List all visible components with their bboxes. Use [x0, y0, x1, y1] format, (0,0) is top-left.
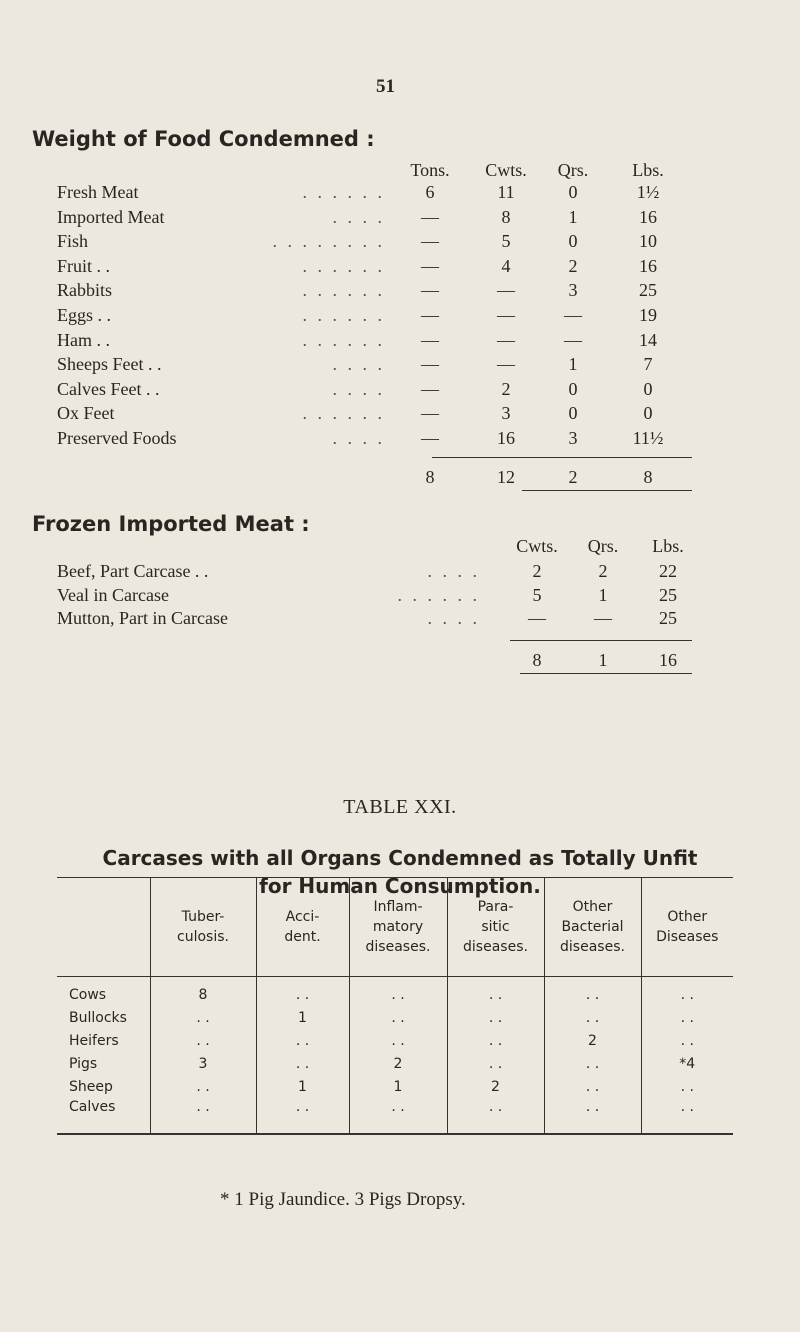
value-lbs: 22	[659, 561, 677, 581]
table-cell: . .	[641, 1006, 733, 1029]
weight-heading: Weight of Food Condemned :	[32, 127, 375, 151]
column-header: Qrs.	[557, 160, 589, 180]
table-cell: . .	[544, 1075, 641, 1098]
value-lbs: 0	[643, 378, 653, 399]
column-header: Lbs.	[632, 160, 664, 180]
table-cell: 2	[447, 1075, 544, 1098]
table-cell: . .	[641, 977, 733, 1007]
value-cwts: 5	[501, 231, 511, 252]
weight-total-rule-bottom	[522, 490, 692, 491]
value-lbs: 11½	[632, 428, 664, 448]
frozen-total-rule-bottom	[520, 673, 692, 674]
value-cwts: —	[497, 354, 515, 375]
value-qrs: —	[564, 305, 582, 325]
total-cwts: 12	[497, 467, 515, 487]
value-lbs: 19	[639, 305, 657, 325]
item-leader: . . . .	[332, 378, 385, 399]
value-qrs: 0	[568, 182, 578, 202]
table-row	[57, 1098, 733, 1134]
table-cell: 8	[150, 977, 256, 1007]
carcases-table	[57, 877, 733, 1135]
frozen-heading: Frozen Imported Meat :	[32, 512, 310, 536]
table-cell: . .	[447, 977, 544, 1007]
table-cell: . .	[544, 1052, 641, 1075]
value-tons: —	[421, 428, 439, 448]
value-tons: —	[421, 354, 439, 375]
weight-total-rule-top	[432, 457, 692, 458]
table-subtitle-line-2: for Human Consumption.	[259, 874, 541, 898]
table-cell: . .	[349, 1006, 447, 1029]
table-cell: . .	[641, 1029, 733, 1052]
list-item	[0, 608, 800, 632]
value-cwts: 2	[532, 561, 542, 581]
value-tons: —	[421, 231, 439, 252]
item-label: Fresh Meat	[57, 182, 139, 202]
item-leader: . . . .	[332, 206, 385, 227]
value-lbs: 25	[659, 584, 677, 605]
value-qrs: 3	[568, 428, 578, 448]
table-cell: . .	[349, 1029, 447, 1052]
column-header: Cwts.	[485, 160, 527, 180]
row-label: Calves	[69, 1099, 116, 1115]
value-qrs: 3	[568, 280, 578, 301]
table-row	[57, 1075, 733, 1098]
list-item	[0, 231, 800, 255]
table-cell: . .	[447, 1098, 544, 1134]
item-leader: . . . . . . . .	[272, 231, 385, 252]
table-cell: . .	[447, 1006, 544, 1029]
value-qrs: 0	[568, 378, 578, 399]
table-cell: . .	[349, 1098, 447, 1134]
table-cell: . .	[641, 1075, 733, 1098]
column-header: Para- sitic diseases.	[447, 878, 544, 977]
item-leader: . . . . . .	[397, 584, 480, 605]
total-lbs: 8	[643, 467, 653, 487]
item-label: Calves Feet . .	[57, 378, 160, 399]
value-cwts: —	[497, 329, 515, 350]
table-title: TABLE XXI.	[343, 796, 457, 818]
value-cwts: —	[497, 305, 515, 325]
item-label: Rabbits	[57, 280, 113, 301]
table-cell: 3	[150, 1052, 256, 1075]
value-cwts: —	[528, 608, 546, 628]
value-cwts: 5	[532, 584, 542, 605]
column-header: Tuber- culosis.	[150, 878, 256, 977]
table-cell: 2	[349, 1052, 447, 1075]
table-row	[57, 1006, 733, 1029]
value-tons: —	[421, 255, 439, 276]
value-qrs: 2	[568, 255, 578, 276]
row-label: Pigs	[69, 1055, 98, 1072]
table-cell: . .	[256, 1098, 349, 1134]
table-cell: . .	[150, 1075, 256, 1098]
list-item	[0, 354, 800, 378]
table-cell: 2	[544, 1029, 641, 1052]
value-lbs: 0	[643, 403, 653, 424]
item-label: Mutton, Part in Carcase	[57, 608, 228, 628]
value-qrs: 2	[598, 561, 608, 581]
table-cell: . .	[150, 1006, 256, 1029]
item-leader: . . . .	[332, 354, 385, 375]
column-header: Tons.	[410, 160, 450, 180]
value-lbs: 7	[643, 354, 653, 375]
list-item	[0, 330, 800, 354]
row-label: Bullocks	[69, 1009, 127, 1026]
value-lbs: 25	[659, 608, 677, 628]
table-cell: . .	[150, 1098, 256, 1134]
table-row	[57, 1029, 733, 1052]
item-label: Sheeps Feet . .	[57, 354, 162, 375]
item-label: Beef, Part Carcase . .	[57, 561, 209, 581]
column-header	[57, 878, 150, 977]
item-leader: . . . . . .	[302, 305, 385, 325]
value-tons: —	[421, 206, 439, 227]
value-tons: —	[421, 280, 439, 301]
total-qrs: 2	[568, 467, 578, 487]
value-cwts: —	[497, 280, 515, 301]
item-leader: . . . .	[427, 608, 480, 628]
value-cwts: 3	[501, 403, 511, 424]
column-header: Other Diseases	[641, 878, 733, 977]
item-leader: . . . .	[427, 561, 480, 581]
list-item	[0, 305, 800, 329]
value-qrs: 0	[568, 403, 578, 424]
value-tons: —	[421, 305, 439, 325]
table-subtitle-line-1: Carcases with all Organs Condemned as Totally Unfit	[102, 846, 698, 870]
item-label: Ham . .	[57, 329, 110, 350]
item-leader: . . . . . .	[302, 329, 385, 350]
frozen-total-rule-top	[510, 640, 692, 641]
total-lbs: 16	[659, 650, 677, 670]
value-qrs: 1	[598, 584, 608, 605]
value-cwts: 11	[497, 182, 515, 202]
table-cell: 1	[256, 1075, 349, 1098]
page-number: 51	[376, 76, 395, 97]
column-header: Inflam- matory diseases.	[349, 878, 447, 977]
list-item	[0, 379, 800, 403]
item-label: Ox Feet	[57, 403, 115, 424]
row-label: Sheep	[69, 1078, 113, 1095]
value-tons: —	[421, 378, 439, 399]
item-leader: . . . . . .	[302, 403, 385, 424]
value-lbs: 10	[639, 231, 657, 252]
row-label: Cows	[69, 986, 107, 1003]
table-cell: . .	[256, 977, 349, 1007]
list-item	[0, 428, 800, 452]
table-row	[57, 977, 733, 1007]
list-item	[0, 207, 800, 231]
value-cwts: 4	[501, 255, 511, 276]
item-label: Fruit . .	[57, 255, 111, 276]
table-cell: . .	[256, 1029, 349, 1052]
table-cell: *4	[641, 1052, 733, 1075]
value-cwts: 16	[497, 428, 515, 448]
value-cwts: 8	[501, 206, 511, 227]
table-cell: . .	[349, 977, 447, 1007]
table-cell: . .	[256, 1052, 349, 1075]
list-item	[0, 256, 800, 280]
list-item	[0, 561, 800, 585]
table-header-row	[57, 878, 733, 977]
table-cell: . .	[641, 1098, 733, 1134]
row-label: Heifers	[69, 1032, 119, 1049]
item-label: Veal in Carcase	[57, 584, 169, 605]
table-cell: 1	[256, 1006, 349, 1029]
column-header: Acci- dent.	[256, 878, 349, 977]
value-cwts: 2	[501, 378, 511, 399]
total-cwts: 8	[532, 650, 542, 670]
value-qrs: —	[564, 329, 582, 350]
value-lbs: 16	[639, 255, 657, 276]
value-qrs: 1	[568, 354, 578, 375]
value-tons: 6	[425, 182, 435, 202]
value-qrs: 0	[568, 231, 578, 252]
total-tons: 8	[425, 467, 435, 487]
value-tons: —	[421, 329, 439, 350]
item-label: Fish	[57, 231, 89, 252]
table-cell: . .	[544, 1006, 641, 1029]
table-cell: . .	[150, 1029, 256, 1052]
list-item	[0, 182, 800, 206]
value-lbs: 25	[639, 280, 657, 301]
value-tons: —	[421, 403, 439, 424]
value-lbs: 14	[639, 329, 657, 350]
item-leader: . . . . . .	[302, 255, 385, 276]
item-label: Imported Meat	[57, 206, 165, 227]
list-item	[0, 403, 800, 427]
item-label: Eggs . .	[57, 305, 111, 325]
item-label: Preserved Foods	[57, 428, 177, 448]
total-qrs: 1	[598, 650, 608, 670]
list-item	[0, 585, 800, 609]
value-qrs: —	[594, 608, 612, 628]
table-footnote: * 1 Pig Jaundice. 3 Pigs Dropsy.	[220, 1189, 466, 1210]
column-header: Cwts.	[516, 536, 558, 556]
table-cell: . .	[544, 1098, 641, 1134]
column-header: Other Bacterial diseases.	[544, 878, 641, 977]
table-cell: 1	[349, 1075, 447, 1098]
value-lbs: 16	[639, 206, 657, 227]
list-item	[0, 280, 800, 304]
table-row	[57, 1052, 733, 1075]
table-cell: . .	[544, 977, 641, 1007]
item-leader: . . . . . .	[302, 182, 385, 202]
item-leader: . . . . . .	[302, 280, 385, 301]
table-cell: . .	[447, 1029, 544, 1052]
value-qrs: 1	[568, 206, 578, 227]
column-header: Lbs.	[652, 536, 684, 556]
value-lbs: 1½	[636, 182, 660, 202]
item-leader: . . . .	[332, 428, 385, 448]
column-header: Qrs.	[587, 536, 619, 556]
table-cell: . .	[447, 1052, 544, 1075]
